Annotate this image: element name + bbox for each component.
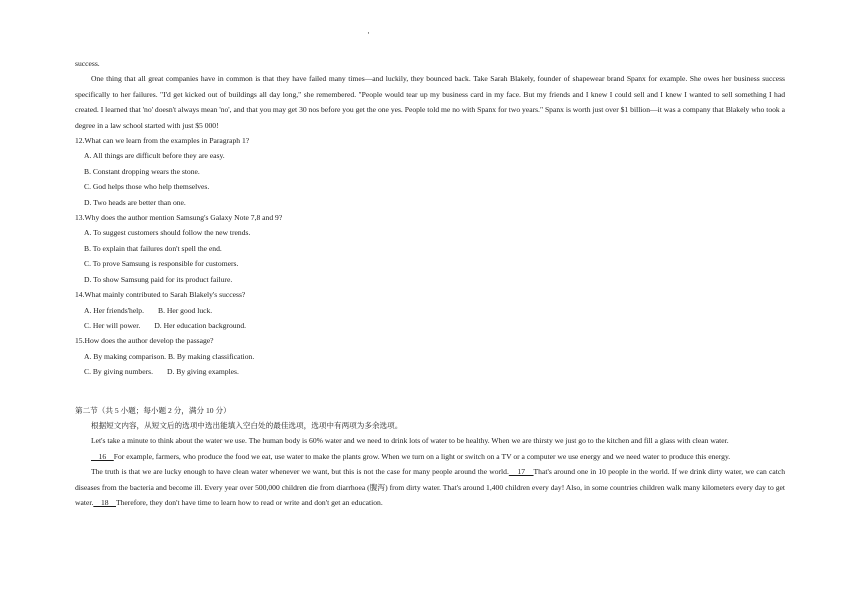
question-13-option-d: D. To show Samsung paid for its product failure. <box>84 274 233 284</box>
section-2-instruction: 根据短文内容，从短文后的选项中选出能填入空白处的最佳选项，选项中有两项为多余选项。 <box>91 420 403 430</box>
water-paragraph-3-part-a: The truth is that we are lucky enough to have clean water whenever we want, but this is not the case for many people around the world. <box>91 467 509 477</box>
question-13-stem: 13.Why does the author mention Samsung's Galaxy Note 7,8 and 9? <box>75 213 283 223</box>
section-spacer <box>75 380 785 403</box>
question-13-option-b: B. To explain that failures don't spell the end. <box>84 243 222 253</box>
question-14-option-b: B. Her good luck. <box>158 305 213 315</box>
water-paragraph-3-part-c: Therefore, they don't have time to learn how to read or write and don't get an education. <box>116 497 383 507</box>
question-15-option-d: D. By giving examples. <box>166 367 239 377</box>
water-paragraph-2-text: For example, farmers, who produce the food we eat, use water to make the plants grow. When we turn on a light or switch on a TV or a computer we use energy and we need water to produce this energy. <box>113 451 731 461</box>
question-14-option-c: C. Her will power. <box>84 320 141 330</box>
question-12-option-b: B. Constant dropping wears the stone. <box>84 166 200 176</box>
question-14-stem: 14.What mainly contributed to Sarah Blakely's success? <box>75 290 246 300</box>
question-13-option-a: A. To suggest customers should follow the new trends. <box>84 228 251 238</box>
question-15-stem: 15.How does the author develop the passage? <box>75 336 214 346</box>
water-paragraph-1: Let's take a minute to think about the water we use. The human body is 60% water and we need to drink lots of water to be healthy. When we are thirsty we just go to the kitchen and fill a glass with clean water. <box>91 436 729 446</box>
water-paragraph-2 <box>75 449 785 464</box>
question-15-options-ab <box>75 349 785 364</box>
question-14-option-a: A. Her friends'help. <box>84 305 144 315</box>
question-15-option-a: A. By making comparison. <box>84 351 167 361</box>
paragraph-end: success. <box>75 59 100 68</box>
blank-16: 16 <box>91 451 114 461</box>
question-13-option-c: C. To prove Samsung is responsible for customers. <box>84 259 239 269</box>
question-12-stem: 12.What can we learn from the examples in Paragraph 1? <box>75 136 250 146</box>
document-body <box>75 56 785 510</box>
blank-18: 18 <box>93 497 116 507</box>
question-14-options-cd <box>75 318 785 333</box>
question-15-option-b: B. By making classification. <box>167 351 255 361</box>
question-14-options-ab <box>75 303 785 318</box>
question-12-option-c: C. God helps those who help themselves. <box>84 182 210 192</box>
section-2-heading: 第二节（共 5 小题；每小题 2 分，满分 10 分） <box>75 405 231 415</box>
question-12-option-a: A. All things are difficult before they are easy. <box>84 151 225 161</box>
question-15-option-c: C. By giving numbers. <box>84 367 153 377</box>
header-mark: · <box>367 28 370 38</box>
question-14-option-d: D. Her education background. <box>154 320 247 330</box>
water-paragraph-3-part-b: That's around one in 10 people in the world. If we drink dirty water, we can catch diseases from the bacteria and become ill. Every year over 500,000 children die from diarrhoea (腹泻) from dirty water. That's around 1,400 children every day! Also, in some countries children walk many kilometers every day to get water. <box>75 467 785 507</box>
water-paragraph-3 <box>75 464 785 510</box>
paragraph-spanx: One thing that all great companies have in common is that they have failed many times—and luckily, they bounced back. Take Sarah Blakely, founder of shapewear brand Spanx for example. She owes her business success specifically to her failures. "I'd get kicked out of buildings all day long," she remembered. "People would tear up my business card in my face. But my friends and I knew I could sell and I knew I wanted to sell something I had created. I learned that 'no' doesn't always mean 'no', and that you may get 30 nos before you get the one yes. People told me no with Spanx for two years." Spanx is worth just over $1 billion—it was a company that Blakely who took a degree in a law school started with just $5 000! <box>75 74 785 130</box>
question-12-option-d: D. Two heads are better than one. <box>84 197 186 207</box>
blank-17: 17 <box>508 467 534 477</box>
question-15-options-cd <box>75 364 785 379</box>
